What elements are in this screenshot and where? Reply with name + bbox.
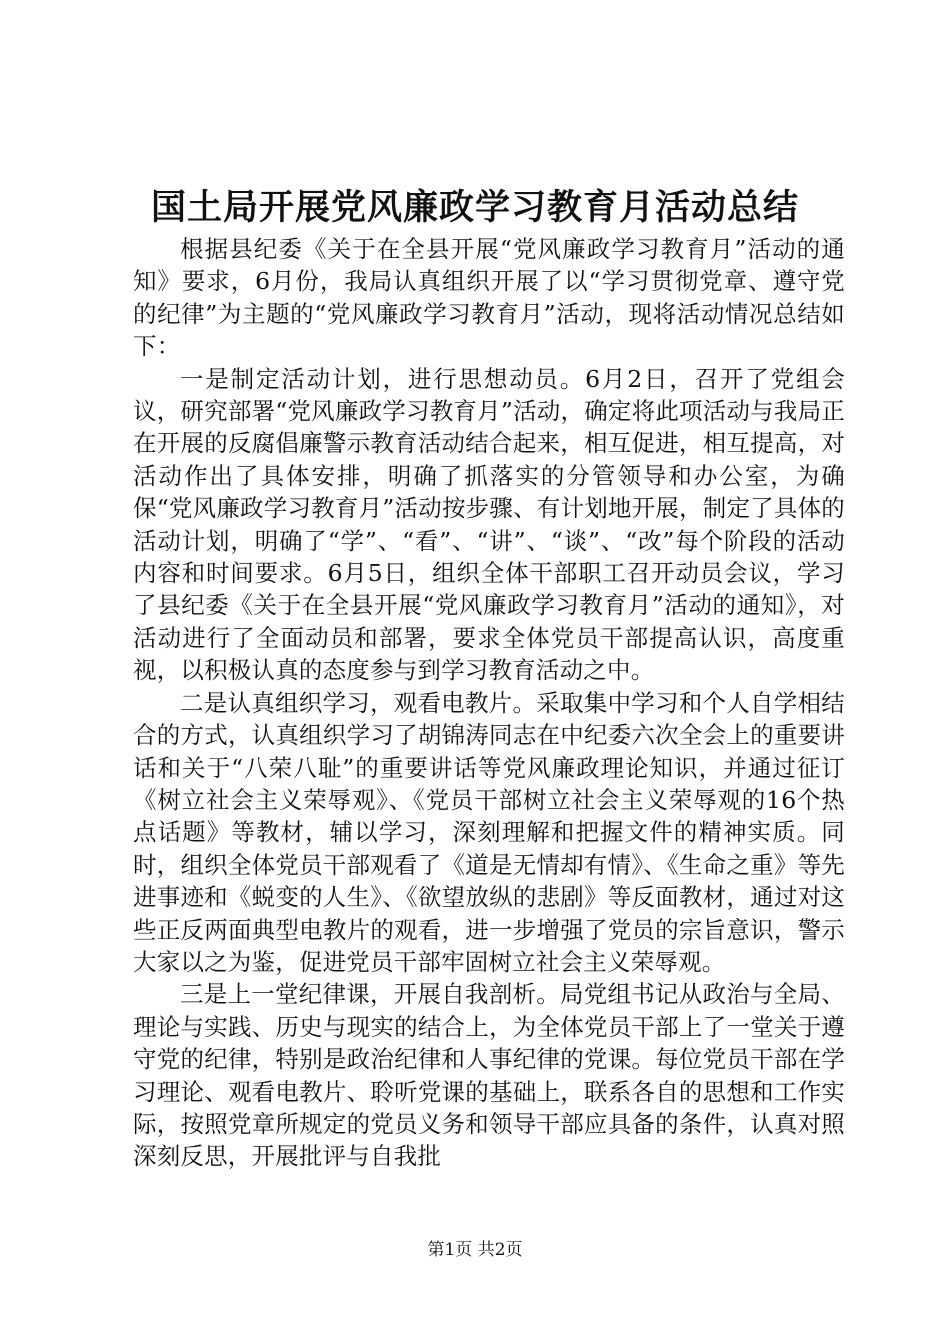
paragraph-intro: 根据县纪委《关于在全县开展“党风廉政学习教育月”活动的通知》要求，6月份，我局认真组织开展了以“学习贯彻党章、遵守党的纪律”为主题的“党风廉政学习教育月”活动，现将活动情况总结如下： [133,235,845,361]
paragraph-plan: 一是制定活动计划，进行思想动员。6月2日，召开了党组会议，研究部署“党风廉政学习教育月”活动，确定将此项活动与我局正在开展的反腐倡廉警示教育活动结合起来，相互促进，相互提高，对活动作出了具体安排，明确了抓落实的分管领导和办公室，为确保“党风廉政学习教育月”活动按步骤、有计划地开展，制定了具体的活动计划，明确了“学”、“看”、“讲”、“谈”、“改”每个阶段的活动内容和时间要求。6月5日，组织全体干部职工召开动员会议，学习了县纪委《关于在全县开展“党风廉政学习教育月”活动的通知》，对活动进行了全面动员和部署，要求全体党员干部提高认识，高度重视，以积极认真的态度参与到学习教育活动之中。 [133,364,845,685]
page-number: 第1页 共2页 [427,1240,523,1260]
document-body [133,233,845,1173]
paragraph-study: 二是认真组织学习，观看电教片。采取集中学习和个人自学相结合的方式，认真组织学习了胡锦涛同志在中纪委六次全会上的重要讲话和关于“八荣八耻”的重要讲话等党风廉政理论知识，并通过征订《树立社会主义荣辱观》、《党员干部树立社会主义荣辱观的16个热点话题》等教材，辅以学习，深刻理解和把握文件的精神实质。同时，组织全体党员干部观看了《道是无情却有情》、《生命之重》等先进事迹和《蜕变的人生》、《欲望放纵的悲剧》等反面教材，通过对这些正反两面典型电教片的观看，进一步增强了党员的宗旨意识，警示大家以之为鉴，促进党员干部牢固树立社会主义荣辱观。 [133,688,845,976]
document-title: 国土局开展党风廉政学习教育月活动总结 [150,187,799,228]
paragraph-discipline: 三是上一堂纪律课，开展自我剖析。局党组书记从政治与全局、理论与实践、历史与现实的结合上，为全体党员干部上了一堂关于遵守党的纪律，特别是政治纪律和人事纪律的党课。每位党员干部在学习理论、观看电教片、聆听党课的基础上，联系各自的思想和工作实际，按照党章所规定的党员义务和领导干部应具备的条件，认真对照深刻反思，开展批评与自我批 [133,980,845,1171]
